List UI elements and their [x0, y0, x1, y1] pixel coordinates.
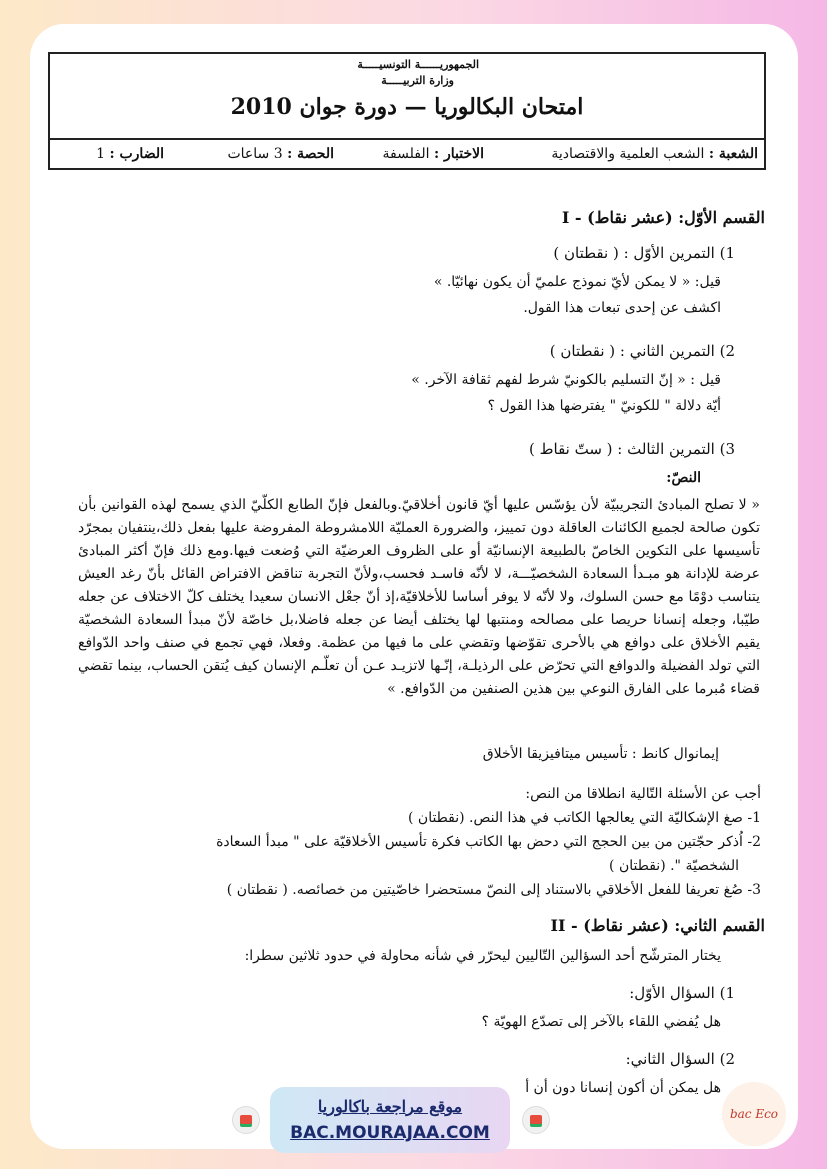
header-divider	[50, 138, 764, 140]
part2-title: II - القسم الثاني: (عشر نقاط)	[550, 916, 765, 935]
coef-info	[96, 146, 164, 162]
questions-instructions: أجب عن الأسئلة التّالية انطلاقا من النص:	[525, 786, 761, 802]
bac-eco-badge: bac Eco	[722, 1082, 786, 1146]
ministry-label: وزارة التربيـــــة	[381, 74, 454, 87]
book-icon-right	[522, 1106, 550, 1134]
ex2-task: أيّة دلالة " للكونيّ " يفترضها هذا القول ؟	[487, 398, 721, 414]
site-name-ar: موقع مراجعة باكالوريا	[317, 1097, 463, 1116]
question-2-cont: الشخصيّة ". (نقطتان )	[609, 858, 739, 874]
subject-value: الفلسفة	[382, 146, 430, 162]
question-2: 2- اُذكر حجّتين من بين الحجج التي دحض بها الكاتب فكرة تأسيس الأخلاقيّة على " مبدأ السعادة	[216, 834, 761, 850]
part2-q1-text: هل يُفضي اللقاء بالآخر إلى تصدّع الهويّة ؟	[481, 1014, 721, 1030]
duration-value: 3 ساعات	[227, 146, 283, 162]
question-1: 1- صغ الإشكاليّة التي يعالجها الكاتب في هذا النص. (نقطتان )	[408, 810, 761, 826]
ex1-quote: قيل: « لا يمكن لأيّ نموذج علميّ أن يكون نهائيّا. »	[433, 274, 721, 290]
philosophy-text: « لا تصلح المبادئ التجريبيّة لأن يؤسّس عليها أيّ قانون أخلاقيّ.وبالفعل فإنّ الطابع الكلّيّ الذي يسمح لهذه القوانين بأن تكون صالحة لجميع الكائنات العاقلة دون تمييز، والضرورة العمليّة اللامشروطة المفروضة عليها بفعل ذلك،ينتفيان بمجرّد تأسيسها على التكوين الخاصّ بالطبيعة الإنسانيّة أو على الظروف العرضيّة التي وُضعت فيها.ومع ذلك فإنّ أكثر المبادئ عرضة للإدانة هو مبـدأ السعادة الشخصيّـــة، لا لأنّه فاسـد فحسب،ولأنّ التجربة تناقض الافتراض القائل بأنّ رغد العيش يتناسب دوْمًا مع حسن السلوك، ولا لأنّه لا يوفر أساسا للأخلاقيّة،إذ أنّ جعْل الانسان سعيدا يختلف كلّ الاختلاف عن جعله طيّبا، وجعله إنسانا حريصا على مصالحه ومنتبها لها يختلف أيضا عن جعله فاضلا،بل خاصّة لأنّ مبدأ السعادة الشخصيّة يقيم الأخلاق على دوافع هي بالأحرى تقوّضها وتقضي على ما فيها من عظمة. وفعلا، فهي تجمع في صنف واحد الدّوافع التي تولد الفضيلة والدوافع التي تحرّض على الرذيلـة، إنّـها لاتزيـد عـن أن تعلّـم الإنسان كيف يُتقن الحساب، بينما تقضي قضاء مُبرما على الفارق النوعي بين هذين الصنفين من الدّوافع. »	[78, 497, 760, 697]
book-icon	[232, 1106, 260, 1134]
text-source: إيمانوال كانط : تأسيس ميتافيزيقا الأخلاق	[482, 746, 719, 762]
question-3: 3- صُغ تعريفا للفعل الأخلاقي بالاستناد إلى النصّ مستحضرا خاصّيتين من خصائصه. ( نقطتان )	[226, 882, 761, 898]
site-banner[interactable]	[270, 1087, 510, 1153]
ex1-title: 1) التمرين الأوّل : ( نقطتان )	[553, 244, 735, 262]
ex2-quote: قيل : « إنّ التسليم بالكونيّ شرط لفهم ثقافة الآخر. »	[411, 372, 721, 388]
text-label: النصّ:	[666, 470, 701, 486]
branch-value: الشعب العلمية والاقتصادية	[551, 146, 705, 162]
ex2-title: 2) التمرين الثاني : ( نقطتان )	[549, 342, 735, 360]
part1-title: I - القسم الأوّل: (عشر نقاط)	[561, 208, 765, 227]
site-url[interactable]: BAC.MOURAJAA.COM	[290, 1123, 490, 1143]
subject-info	[383, 146, 484, 162]
duration-info	[227, 146, 334, 162]
subject-label: الاختبار :	[433, 146, 484, 162]
part2-instructions: يختار المترشّح أحد السؤالين التّاليين ليحرّر في شأنه محاولة في حدود ثلاثين سطرا:	[244, 948, 721, 964]
branch-label: الشعبة :	[708, 146, 758, 162]
ex1-task: اكشف عن إحدى تبعات هذا القول.	[523, 300, 721, 316]
coef-label: الضارب :	[109, 146, 164, 162]
ex3-title: 3) التمرين الثالث : ( ستّ نقاط )	[529, 440, 735, 458]
coef-value: 1	[96, 146, 105, 162]
exam-header	[48, 52, 766, 170]
part2-q2-title: 2) السؤال الثاني:	[625, 1050, 735, 1068]
part2-q2-text: هل يمكن أن أكون إنسانا دون أن أ	[525, 1080, 721, 1096]
exam-title: امتحان البكالوريا — دورة جوان 2010	[230, 94, 584, 120]
branch-info	[551, 146, 758, 162]
republic-label: الجمهوريــــــة التونسيـــــة	[357, 58, 479, 71]
duration-label: الحصة :	[287, 146, 334, 162]
part2-q1-title: 1) السؤال الأوّل:	[629, 984, 735, 1002]
